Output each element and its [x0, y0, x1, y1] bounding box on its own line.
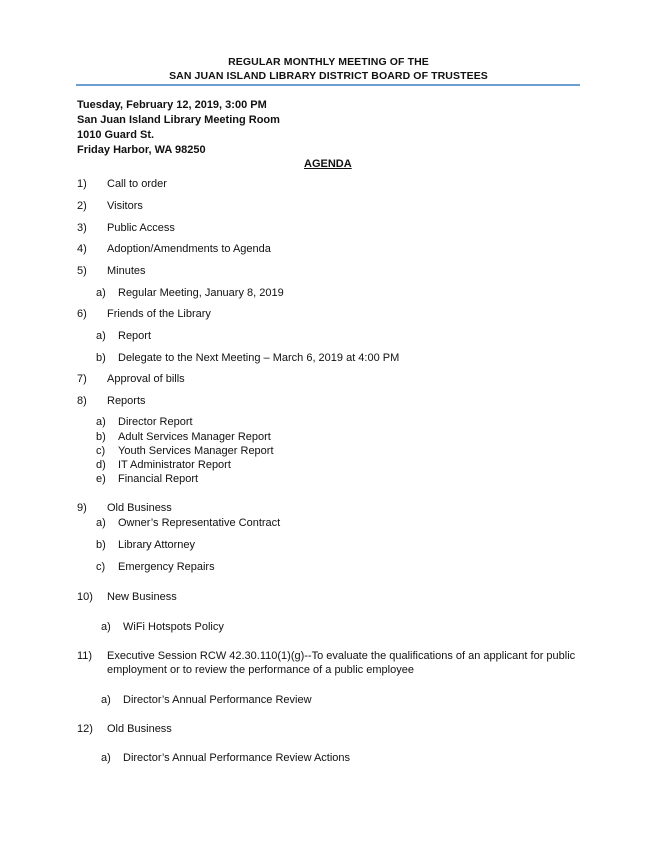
agenda-item — [77, 372, 185, 386]
subitem-text: IT Administrator Report — [118, 459, 231, 471]
agenda-item — [77, 199, 143, 213]
item-text: Friends of the Library — [107, 308, 211, 320]
agenda-subitem — [96, 415, 193, 429]
item-text: New Business — [107, 591, 177, 603]
item-text: Old Business — [107, 502, 172, 514]
item-number: 5) — [77, 265, 87, 277]
subitem-letter: a) — [101, 752, 111, 764]
subitem-text: Director Report — [118, 416, 193, 428]
item-text-continued: employment or to review the performance of a public employee — [107, 664, 414, 676]
agenda-item — [77, 264, 146, 278]
agenda-subitem — [96, 472, 198, 486]
subitem-letter: a) — [96, 330, 106, 342]
item-number: 1) — [77, 178, 87, 190]
subitem-text: Delegate to the Next Meeting – March 6, 2019 at 4:00 PM — [118, 352, 400, 364]
subitem-text: WiFi Hotspots Policy — [123, 621, 224, 633]
subitem-text: Emergency Repairs — [118, 561, 215, 573]
item-text: Adoption/Amendments to Agenda — [107, 243, 271, 255]
agenda-subitem — [96, 430, 271, 444]
subitem-letter: e) — [96, 473, 106, 485]
agenda-subitem — [96, 329, 151, 343]
item-number: 12) — [77, 723, 93, 735]
subitem-letter: b) — [96, 431, 106, 443]
subitem-letter: a) — [101, 621, 111, 633]
agenda-subitem — [96, 458, 231, 472]
subitem-text: Financial Report — [118, 473, 199, 485]
meeting-date-time: Tuesday, February 12, 2019, 3:00 PM — [77, 99, 267, 111]
agenda-item — [77, 649, 575, 663]
item-text: Visitors — [107, 200, 143, 212]
subitem-text: Youth Services Manager Report — [118, 445, 274, 457]
agenda-item — [77, 221, 175, 235]
subitem-text: Owner’s Representative Contract — [118, 517, 281, 529]
item-text: Reports — [107, 395, 146, 407]
agenda-subitem — [96, 516, 280, 530]
meeting-location: San Juan Island Library Meeting Room — [77, 114, 280, 126]
subitem-letter: a) — [96, 287, 106, 299]
agenda-subitem — [96, 351, 399, 365]
subitem-text: Adult Services Manager Report — [118, 431, 271, 443]
item-number: 7) — [77, 373, 87, 385]
subitem-letter: c) — [96, 445, 106, 457]
agenda-subitem — [96, 286, 284, 300]
subitem-text: Regular Meeting, January 8, 2019 — [118, 287, 284, 299]
item-number: 9) — [77, 502, 87, 514]
agenda-subitem — [101, 620, 224, 634]
agenda-subitem — [96, 538, 195, 552]
subitem-letter: d) — [96, 459, 106, 471]
item-text: Minutes — [107, 265, 146, 277]
agenda-subitem — [101, 693, 312, 707]
item-number: 4) — [77, 243, 87, 255]
subitem-text: Library Attorney — [118, 539, 196, 551]
title-line-1: REGULAR MONTHLY MEETING OF THE — [228, 56, 429, 68]
meeting-street: 1010 Guard St. — [77, 129, 155, 141]
meeting-city: Friday Harbor, WA 98250 — [77, 144, 206, 156]
item-number: 11) — [77, 650, 93, 662]
item-number: 8) — [77, 395, 87, 407]
item-number: 6) — [77, 308, 87, 320]
subitem-text: Director’s Annual Performance Review Actions — [123, 752, 351, 764]
subitem-letter: c) — [96, 561, 106, 573]
item-text: Old Business — [107, 723, 172, 735]
subitem-text: Director’s Annual Performance Review — [123, 694, 312, 706]
agenda-item — [77, 501, 172, 515]
agenda-item — [77, 394, 146, 408]
item-text: Public Access — [107, 222, 175, 234]
agenda-subitem — [101, 751, 350, 765]
agenda-item — [77, 242, 271, 256]
header-divider — [76, 84, 580, 86]
item-text: Approval of bills — [107, 373, 185, 385]
subitem-letter: a) — [96, 517, 106, 529]
agenda-item — [77, 307, 211, 321]
item-number: 2) — [77, 200, 87, 212]
subitem-letter: b) — [96, 539, 106, 551]
agenda-subitem — [96, 560, 215, 574]
item-text: Executive Session RCW 42.30.110(1)(g)--To evaluate the qualifications of an applicant for public — [107, 650, 576, 662]
agenda-item — [77, 177, 167, 191]
subitem-letter: a) — [101, 694, 111, 706]
subitem-letter: a) — [96, 416, 106, 428]
item-number: 3) — [77, 222, 87, 234]
subitem-text: Report — [118, 330, 152, 342]
subitem-letter: b) — [96, 352, 106, 364]
item-number: 10) — [77, 591, 93, 603]
agenda-heading: AGENDA — [304, 158, 352, 170]
agenda-item — [77, 722, 172, 736]
agenda-subitem — [96, 444, 274, 458]
item-text: Call to order — [107, 178, 167, 190]
agenda-item — [77, 590, 177, 604]
title-line-2: SAN JUAN ISLAND LIBRARY DISTRICT BOARD OF TRUSTEES — [169, 70, 488, 82]
